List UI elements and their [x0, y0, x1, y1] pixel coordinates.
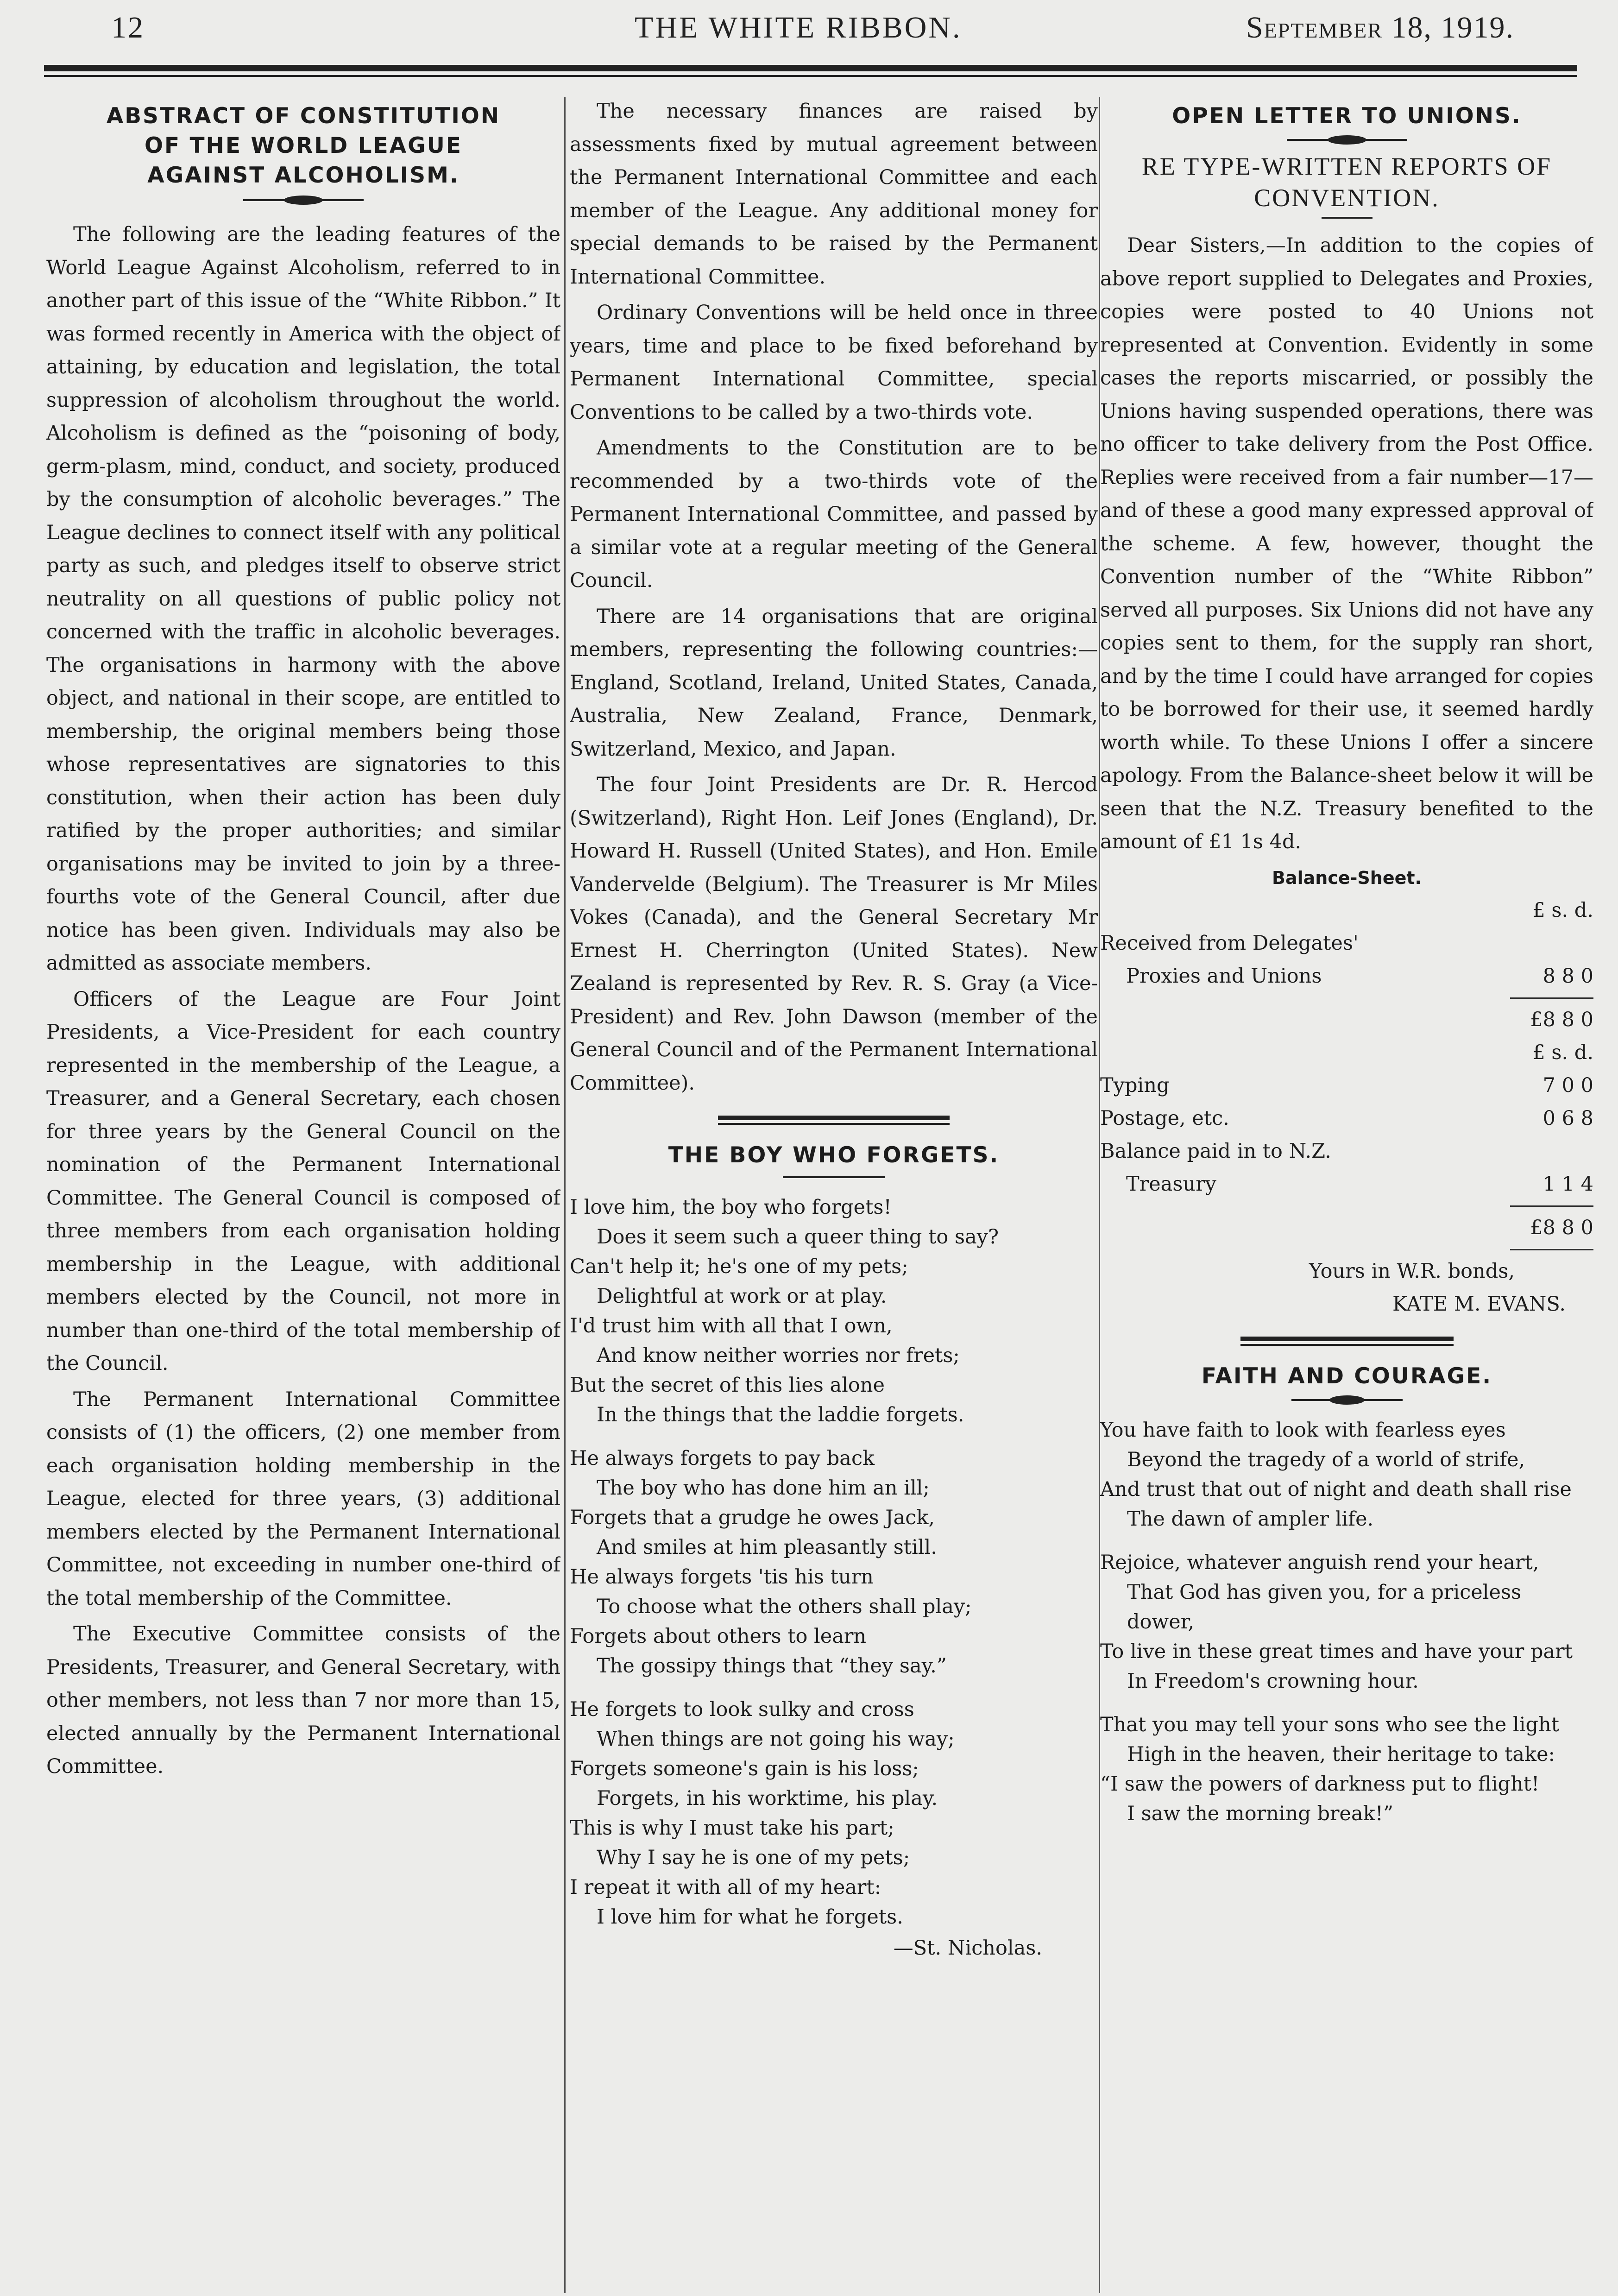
poem-line: I love him, the boy who forgets!	[570, 1196, 892, 1219]
letter-signature: KATE M. EVANS.	[1392, 1292, 1566, 1316]
expense-row: Typing 7 0 0	[1100, 1073, 1593, 1097]
subheading-underline-icon	[1322, 215, 1372, 220]
expense-row: Balance paid in to N.Z.	[1100, 1139, 1331, 1163]
poem-line: And know neither worries nor frets;	[597, 1344, 960, 1367]
poem-line: You have faith to look with fearless eyes	[1100, 1418, 1506, 1442]
poem-line: He forgets to look sulky and cross	[570, 1698, 914, 1721]
expense-row: Treasury 1 1 4	[1126, 1172, 1593, 1196]
letter-subheading: RE TYPE-WRITTEN REPORTS OF CONVENTION.	[1141, 152, 1552, 212]
letter-closing: Yours in W.R. bonds,	[1309, 1259, 1515, 1283]
balance-sheet	[1100, 894, 1593, 1250]
poem-attribution: —St. Nicholas.	[893, 1936, 1042, 1960]
article-heading-line-2: OF THE WORLD LEAGUE	[145, 133, 462, 158]
poem-stanza	[1100, 1710, 1593, 1829]
letter-heading: OPEN LETTER TO UNIONS.	[1172, 103, 1522, 129]
poem-line: Can't help it; he's one of my pets;	[570, 1255, 908, 1278]
article-heading-line-1: ABSTRACT OF CONSTITUTION	[106, 103, 501, 129]
header-rule-thin	[44, 75, 1577, 77]
paragraph: The four Joint Presidents are Dr. R. Hercod (Switzerland), Right Hon. Leif Jones (England), Dr. Howard H. Russell (United States), and Hon. Emile Vandervelde (Belgium). The Treasurer is Mr Miles Vokes (Canada), and the General Secretary Mr Ernest H. Cherrington (United States). New Zealand is represented by Rev. R. S. Gray (a Vice-President) and Rev. John Dawson (member of the General Council and of the Permanent International Committee).	[570, 773, 1098, 1095]
title-underline-icon	[783, 1174, 885, 1180]
poem-line: I saw the morning break!”	[1127, 1802, 1393, 1825]
poem-line: And trust that out of night and death shall rise	[1100, 1477, 1572, 1501]
poem-stanza	[570, 1192, 1098, 1430]
letter-body: Dear Sisters,—In addition to the copies of above report supplied to Delegates and Proxies, copies were posted to 40 Unions not represented at Convention. Evidently in some cases the reports miscarried, or possibly the Unions having suspended operations, there was no officer to take delivery from the Post Office. Replies were received from a fair number—17—and of these a good many expressed approval of the scheme. A few, however, thought the Convention number of the “White Ribbon” served all purposes. Six Unions did not have any copies sent to them, for the supply ran short, and by the time I could have arranged for copies to be borrowed for their use, it seemed hardly worth while. To these Unions I offer a sincere apology. From the Balance-sheet below it will be seen that the N.Z. Treasury benefited to the amount of £1 1s 4d.	[1100, 234, 1593, 853]
section-separator-icon	[1240, 1337, 1454, 1348]
poem-line: “I saw the powers of darkness put to flight!	[1100, 1772, 1540, 1796]
column-3	[1100, 95, 1593, 2293]
poem-line: Why I say he is one of my pets;	[597, 1846, 910, 1869]
poem-line: He always forgets to pay back	[570, 1447, 875, 1470]
paragraph: Officers of the League are Four Joint Presidents, a Vice-President for each country represented in the membership of the League, a Treasurer, and a General Secretary, each chosen for three years by the General Council on the nomination of the Permanent International Committee. The General Council is composed of three members from each organisation holding membership in the League, with additional members elected by the Council, not more in number than one-third of the total membership of the Council.	[46, 987, 560, 1375]
column-2	[570, 95, 1098, 2293]
page-header	[0, 0, 1618, 93]
header-rule-thick	[44, 65, 1577, 71]
poem-line: Rejoice, whatever anguish rend your heart,	[1100, 1551, 1539, 1574]
poem-line: The boy who has done him an ill;	[597, 1476, 930, 1500]
paragraph: The following are the leading features of the World League Against Alcoholism, referred to in another part of this issue of the “White Ribbon.” It was formed recently in America with the object of attaining, by education and legislation, the total suppression of alcoholism throughout the world. Alcoholism is defined as the “poisoning of body, germ-plasm, mind, conduct, and society, produced by the consumption of alcoholic beverages.” The League declines to connect itself with any political party as such, and pledges itself to observe strict neutrality on all questions of public policy not concerned with the traffic in alcoholic beverages. The organisations in harmony with the above object, and national in their scope, are entitled to membership, the original members being those whose representatives are signatories to this constitution, when their action has been duly ratified by the proper authorities; and similar organisations may be invited to join by a three-fourths vote of the General Council, after due notice has been given. Individuals may also be admitted as associate members.	[46, 223, 560, 975]
poem-line: That God has given you, for a priceless dower,	[1127, 1580, 1522, 1634]
poem-boy-who-forgets	[570, 1192, 1098, 1932]
poem-line: The gossipy things that “they say.”	[597, 1654, 947, 1678]
poem-stanza	[1100, 1548, 1593, 1696]
received-label: Proxies and Unions	[1126, 964, 1322, 988]
poem-line: To live in these great times and have your part	[1100, 1640, 1573, 1663]
poem-title: FAITH AND COURAGE.	[1201, 1363, 1492, 1389]
received-label: Received from Delegates'	[1100, 931, 1359, 955]
poem-line: To choose what the others shall play;	[597, 1595, 972, 1618]
poem-line: Delightful at work or at play.	[597, 1285, 887, 1308]
column-1	[46, 95, 560, 2293]
column-divider-1	[564, 97, 566, 2293]
poem-line: When things are not going his way;	[597, 1728, 955, 1751]
page-number: 12	[111, 11, 145, 44]
expense-row: Postage, etc. 0 6 8	[1100, 1106, 1593, 1130]
poem-line: This is why I must take his part;	[570, 1817, 894, 1840]
poem-line: Does it seem such a queer thing to say?	[597, 1225, 999, 1249]
section-separator-icon	[718, 1116, 950, 1127]
total-rule	[1510, 1249, 1593, 1250]
poem-line: And smiles at him pleasantly still.	[597, 1536, 937, 1559]
poem-stanza	[1100, 1415, 1593, 1534]
balance-sheet-title: Balance-Sheet.	[1272, 867, 1422, 888]
poem-line: But the secret of this lies alone	[570, 1374, 885, 1397]
received-amount: 8 8 0	[1542, 964, 1593, 988]
poem-title: THE BOY WHO FORGETS.	[668, 1142, 1000, 1168]
poem-line: Forgets someone's gain is his loss;	[570, 1757, 919, 1780]
total-rule	[1510, 1205, 1593, 1207]
paragraph: The Permanent International Committee consists of (1) the officers, (2) one member from each organisation holding membership in the League, elected for three years, (3) additional members elected by the Permanent International Committee, not exceeding in number one-third of the total membership of the Committee.	[46, 1388, 560, 1610]
publication-title: THE WHITE RIBBON.	[635, 11, 962, 44]
poem-line: In the things that the laddie forgets.	[597, 1403, 964, 1426]
paragraph: Ordinary Conventions will be held once in three years, time and place to be fixed beforehand by Permanent International Committee, special Conventions to be called by a two-thirds vote.	[570, 301, 1098, 424]
poem-line: Forgets that a grudge he owes Jack,	[570, 1506, 935, 1529]
poem-line: Forgets, in his worktime, his play.	[597, 1787, 938, 1810]
paragraph: There are 14 organisations that are original members, representing the following countries:—England, Scotland, Ireland, United States, Canada, Australia, New Zealand, France, Denmark, Switzerland, Mexico, and Japan.	[570, 605, 1098, 761]
heading-ornament-icon	[243, 194, 364, 206]
expenses-total: £8 8 0	[1530, 1216, 1593, 1239]
heading-ornament-icon	[1291, 1394, 1403, 1406]
paragraph: Amendments to the Constitution are to be recommended by a two-thirds vote of the Permanent International Committee, and passed by a similar vote at a regular meeting of the General Council.	[570, 436, 1098, 592]
poem-line: He always forgets 'tis his turn	[570, 1565, 874, 1589]
received-total: £8 8 0	[1530, 1008, 1593, 1031]
paragraph: The necessary finances are raised by assessments fixed by mutual agreement between the Permanent International Committee and each member of the League. Any additional money for special demands to be raised by the Permanent International Committee.	[570, 100, 1098, 289]
issue-date: September 18, 1919.	[1246, 11, 1514, 44]
article-heading-line-3: AGAINST ALCOHOLISM.	[147, 163, 460, 188]
poem-line: I love him for what he forgets.	[597, 1905, 903, 1929]
heading-ornament-icon	[1287, 134, 1407, 146]
poem-line: I'd trust him with all that I own,	[570, 1314, 893, 1337]
paragraph: The Executive Committee consists of the Presidents, Treasurer, and General Secretary, with other members, not less than 7 nor more than 15, elected annually by the Permanent International Committee.	[46, 1622, 560, 1778]
poem-stanza	[570, 1444, 1098, 1681]
poem-stanza	[570, 1695, 1098, 1932]
poem-faith-and-courage	[1100, 1415, 1593, 1829]
poem-line: In Freedom's crowning hour.	[1127, 1669, 1419, 1693]
poem-line: Forgets about others to learn	[570, 1625, 867, 1648]
total-rule	[1510, 997, 1593, 999]
currency-header: £ s. d.	[1532, 898, 1593, 922]
currency-header: £ s. d.	[1532, 1041, 1593, 1064]
poem-line: The dawn of ampler life.	[1127, 1507, 1374, 1531]
poem-line: High in the heaven, their heritage to take:	[1127, 1742, 1555, 1766]
poem-line: Beyond the tragedy of a world of strife,	[1127, 1448, 1525, 1471]
poem-line: That you may tell your sons who see the light	[1100, 1713, 1560, 1736]
poem-line: I repeat it with all of my heart:	[570, 1876, 881, 1899]
